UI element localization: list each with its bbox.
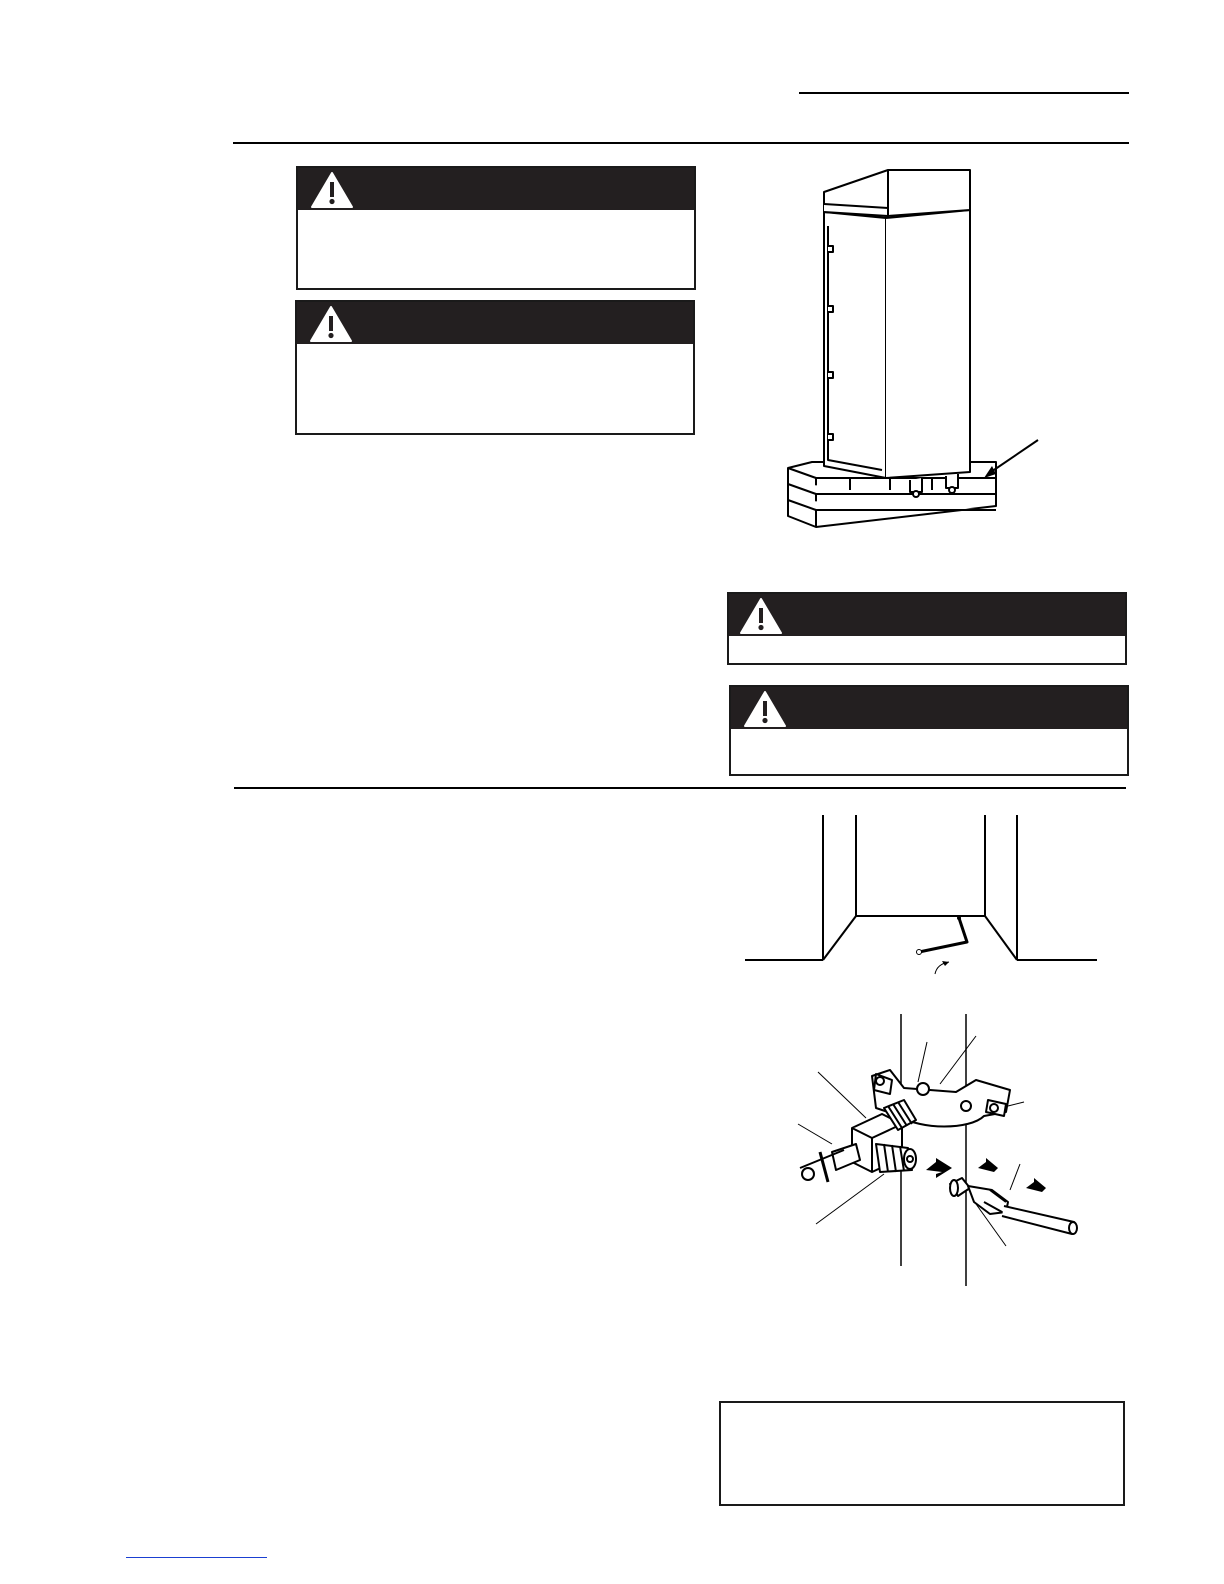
warning-box-4 [729, 685, 1129, 776]
warning-box-1 [296, 166, 696, 290]
warning-triangle-icon [310, 171, 354, 209]
section-rule-middle [234, 787, 1126, 789]
footer-link[interactable] [126, 1540, 267, 1558]
warning-header-4 [731, 687, 1127, 729]
warning-box-2 [295, 300, 695, 435]
warning-header-2 [297, 302, 693, 344]
warning-header-3 [729, 594, 1125, 636]
header-short-rule [799, 92, 1129, 94]
section-rule-top [233, 142, 1129, 144]
warning-triangle-icon [743, 690, 787, 728]
note-box [719, 1401, 1125, 1506]
warning-triangle-icon [309, 305, 353, 343]
warning-triangle-icon [739, 597, 783, 635]
warning-header-1 [298, 168, 694, 210]
saddle-valve-illustration [780, 1012, 1090, 1292]
warning-box-3 [727, 592, 1127, 665]
floor-water-line-illustration [745, 812, 1105, 982]
cabinet-on-pallet-illustration [760, 160, 1060, 540]
footer-link-underline [126, 1557, 267, 1558]
